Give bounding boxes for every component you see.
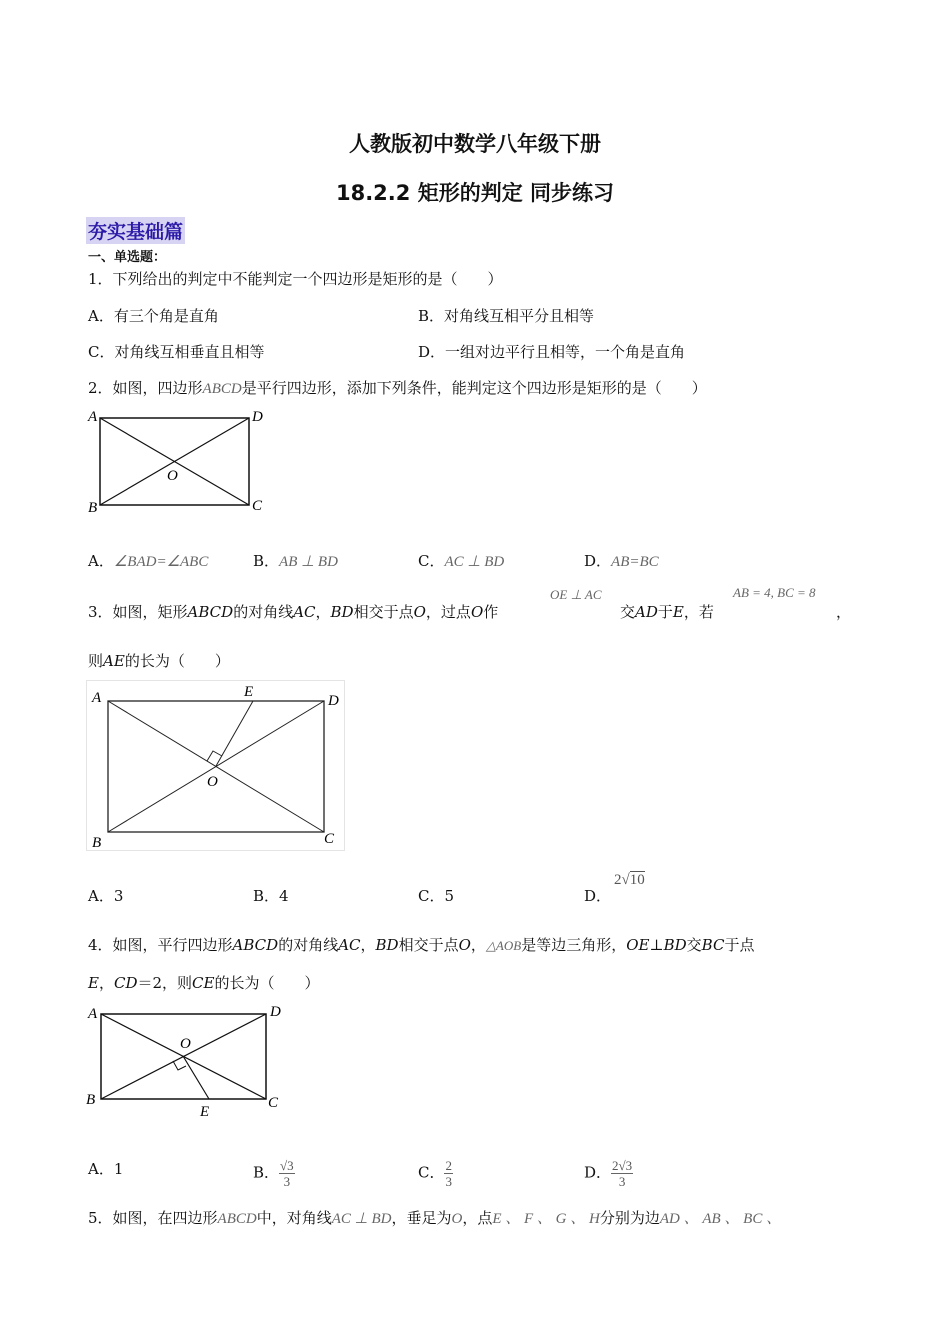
q1-option-b: B．对角线互相平分且相等 (418, 307, 595, 325)
q3-math-given: AB = 4, BC = 8 (733, 585, 816, 600)
q1-option-d: D．一组对边平行且相等，一个角是直角 (418, 343, 686, 361)
q2-label-o: O (167, 468, 178, 484)
q3-label-b: B (92, 835, 102, 851)
q3-math-oe-perp-ac: OE ⊥ AC (550, 587, 602, 602)
page-subtitle: 18.2.2 矩形的判定 同步练习 (335, 181, 615, 205)
q3-option-b: B．4 (253, 887, 289, 905)
page-title: 人教版初中数学八年级下册 (349, 132, 601, 156)
q4-label-c: C (268, 1095, 279, 1111)
q1-stem: 1．下列给出的判定中不能判定一个四边形是矩形的是（ ） (88, 270, 503, 288)
q4-stem-line1: 4．如图，平行四边形ABCD的对角线AC，BD相交于点O，△AOB是等边三角形，OE⊥BD交BC于点 (88, 936, 755, 954)
q2-label-a: A (88, 409, 98, 425)
q2-figure (86, 405, 266, 517)
q2-option-d: D．AB=BC (584, 552, 659, 570)
q4-option-b: B． $\frac{√3}{3}$ (253, 1158, 294, 1189)
q3-option-d-label: D． (584, 887, 612, 905)
q4-label-a: A (88, 1006, 98, 1022)
q3-label-a: A (92, 690, 102, 706)
q3-label-e: E (244, 684, 254, 700)
q3-option-d-value: 2√10 (614, 872, 645, 888)
q1-option-c: C．对角线互相垂直且相等 (88, 343, 265, 361)
q4-option-a: A．1 (88, 1160, 124, 1178)
q4-label-d: D (270, 1004, 281, 1020)
q2-option-b: B．AB ⊥ BD (253, 552, 338, 570)
q3-label-c: C (324, 831, 335, 847)
q5-stem: 5．如图，在四边形ABCD中，对角线AC ⊥ BD，垂足为O，点E 、 F 、 G 、 H分别为边AD 、 AB 、 BC 、 (88, 1209, 782, 1227)
q3-stem-line1: 3．如图，矩形ABCD的对角线AC，BD相交于点O，过点O作 (88, 603, 499, 621)
q2-label-b: B (88, 500, 98, 516)
q3-label-o: O (207, 774, 218, 790)
q3-stem-line1-b: 交AD于E，若 (620, 603, 714, 621)
q3-label-d: D (328, 693, 339, 709)
q4-option-d: D． $\frac{2√3}{3}$ (584, 1158, 633, 1189)
q4-label-e: E (200, 1104, 210, 1120)
q2-stem: 2．如图，四边形ABCD是平行四边形，添加下列条件，能判定这个四边形是矩形的是（ ） (88, 379, 707, 397)
q4-stem-line2: E，CD＝2，则CE的长为（ ） (88, 974, 320, 992)
section-heading: 夯实基础篇 (86, 217, 185, 244)
q2-label-d: D (252, 409, 263, 425)
subsection-heading: 一、单选题： (88, 250, 167, 265)
q4-option-c: C． $\frac{2}{3}$ (418, 1158, 452, 1189)
q2-option-a: A．∠BAD=∠ABC (88, 552, 209, 570)
q4-label-b: B (86, 1092, 96, 1108)
q2-label-c: C (252, 498, 263, 514)
q3-stem-end: ， (836, 603, 852, 621)
q3-option-a: A．3 (88, 887, 124, 905)
q4-right-angle-mark (173, 1061, 186, 1070)
q3-figure (86, 680, 348, 852)
q4-figure (86, 1000, 296, 1125)
q3-stem-line2: 则AE的长为（ ） (88, 652, 230, 670)
q1-option-a: A．有三个角是直角 (88, 307, 219, 325)
q4-label-o: O (180, 1036, 191, 1052)
q2-option-c: C．AC ⊥ BD (418, 552, 505, 570)
q3-option-c: C．5 (418, 887, 455, 905)
